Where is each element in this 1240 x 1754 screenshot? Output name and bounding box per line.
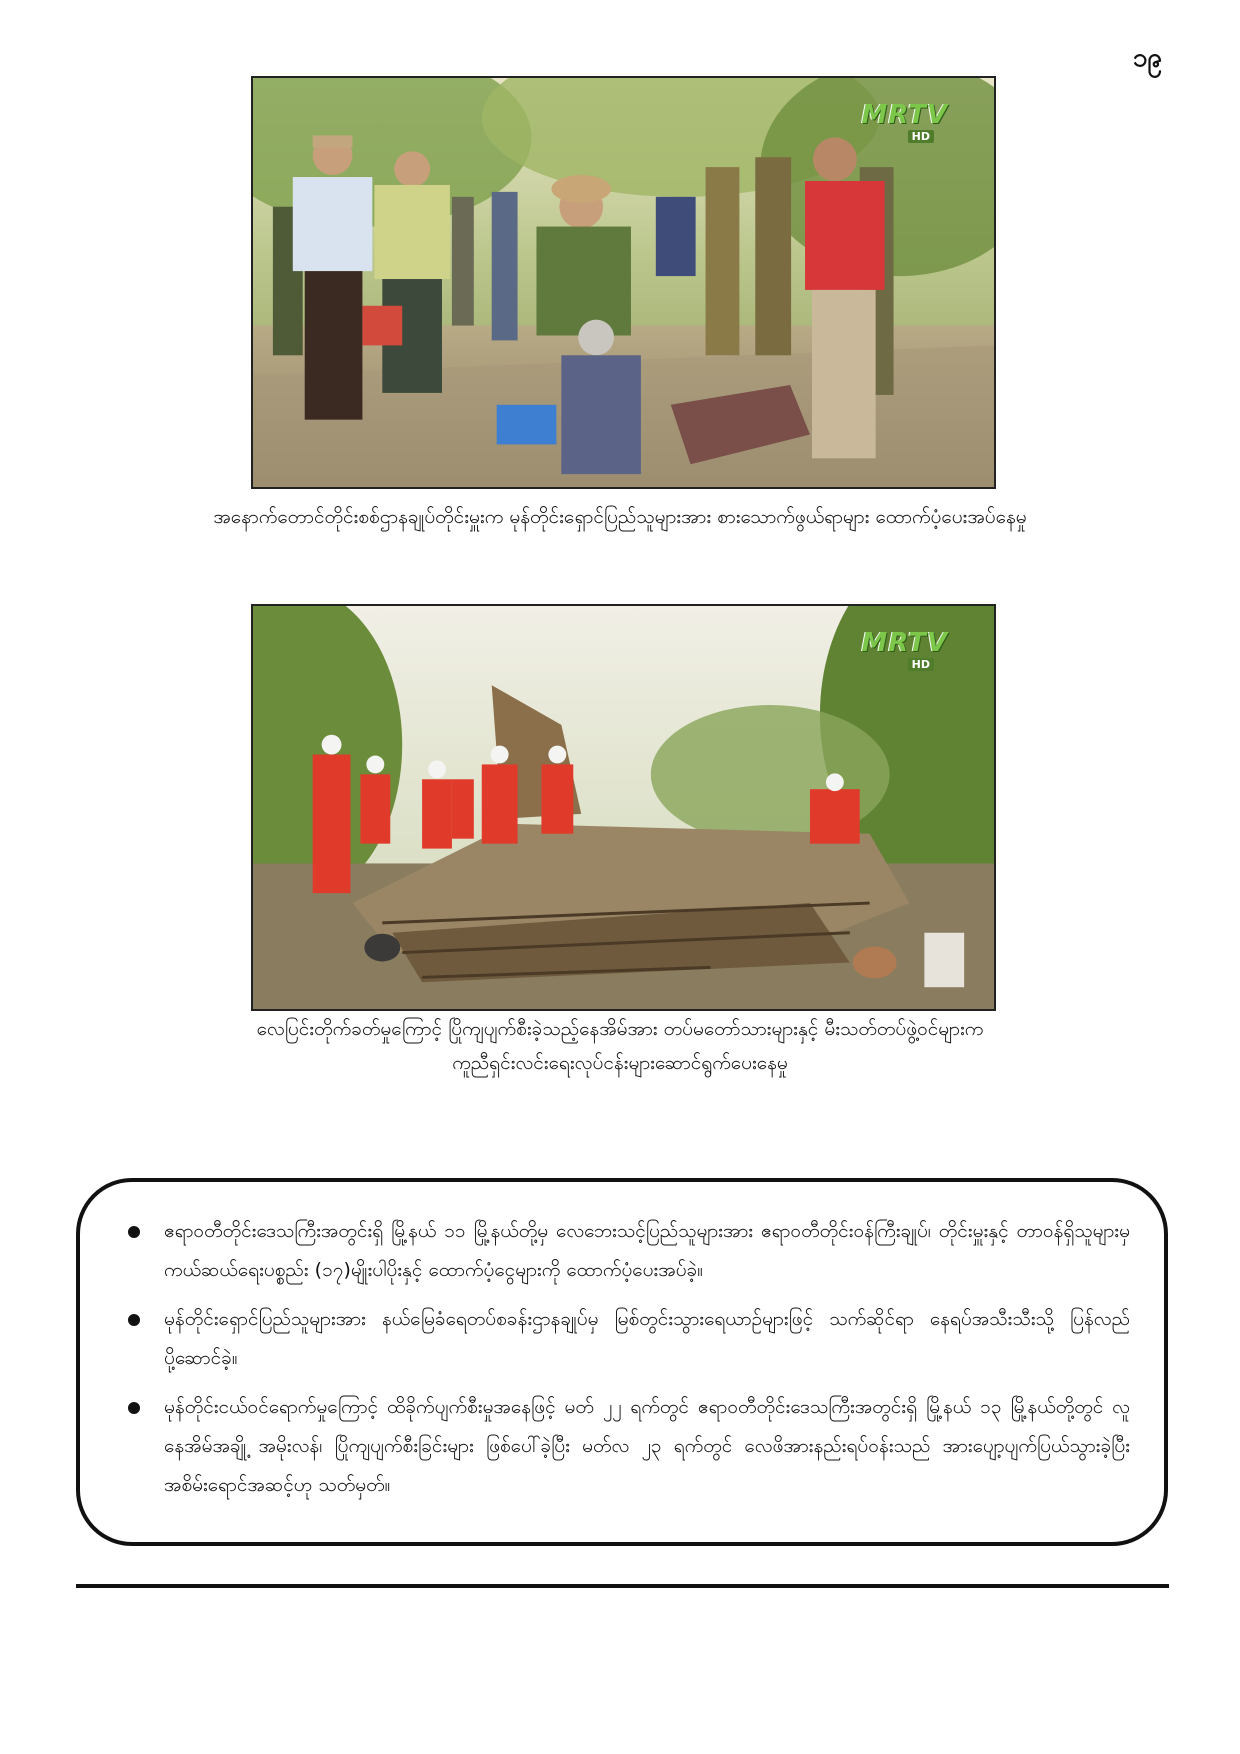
photo1-caption: အနောက်တောင်တိုင်းစစ်ဌာနချုပ်တိုင်းမှူးက မုန်တိုင်းရှောင်ပြည်သူများအား စားသောက်ဖွယ်ရာများ ထောက်ပံ့ပေးအပ်နေမှု bbox=[213, 506, 1027, 528]
bottom-divider bbox=[76, 1584, 1169, 1588]
list-item bbox=[128, 1300, 1130, 1378]
photo2-caption-line2: ကူညီရှင်းလင်းရေးလုပ်ငန်းများဆောင်ရွက်ပေးနေမှု bbox=[452, 1052, 788, 1074]
photo-house-cleanup bbox=[251, 604, 996, 1011]
summary-notes-list bbox=[80, 1182, 1164, 1505]
mrtv-logo: MRTV bbox=[861, 628, 948, 658]
bullet-icon bbox=[128, 1402, 140, 1414]
photo2-caption-line1: လေပြင်းတိုက်ခတ်မှုကြောင့် ပြိုကျပျက်စီးခဲ့သည့်နေအိမ်အား တပ်မတော်သားများနှင့် မီးသတ်တပ်ဖွဲ့ဝင်များက bbox=[256, 1018, 984, 1040]
page-number: ၁၉ bbox=[1132, 43, 1162, 73]
photo2-caption bbox=[60, 1012, 1180, 1080]
photo-house-cleanup-image bbox=[253, 606, 994, 1009]
mrtv-hd-badge: HD bbox=[908, 658, 934, 671]
bullet-icon bbox=[128, 1314, 140, 1326]
photo-relief-distribution bbox=[251, 76, 996, 489]
bullet-icon bbox=[128, 1226, 140, 1238]
list-item bbox=[128, 1388, 1130, 1505]
mrtv-logo: MRTV bbox=[861, 100, 948, 130]
mrtv-hd-badge: HD bbox=[908, 130, 934, 143]
list-item bbox=[128, 1212, 1130, 1290]
photo-relief-distribution-image bbox=[253, 78, 994, 487]
note-text: ဧရာဝတီတိုင်းဒေသကြီးအတွင်းရှိ မြို့နယ် ၁၁ မြို့နယ်တို့မှ လေဘေးသင့်ပြည်သူများအား ဧရာဝတီတိုင်းဝန်ကြီးချုပ်၊ တိုင်းမှူးနှင့် တာဝန်ရှိသူများမှ ကယ်ဆယ်ရေးပစ္စည်း (၁၇)မျိုးပါပိုးနှင့် ထောက်ပံ့ငွေများကို ထောက်ပံ့ပေးအပ်ခဲ့။ bbox=[164, 1220, 1130, 1281]
note-text: မုန်တိုင်းငယ်ဝင်ရောက်မှုကြောင့် ထိခိုက်ပျက်စီးမှုအနေဖြင့် မတ် ၂၂ ရက်တွင် ဧရာဝတီတိုင်းဒေသကြီးအတွင်းရှိ မြို့နယ် ၁၃ မြို့နယ်တို့တွင် လူနေအိမ်အချို့ အမိုးလန်၊ ပြိုကျပျက်စီးခြင်းများ ဖြစ်ပေါ်ခဲ့ပြီး မတ်လ ၂၃ ရက်တွင် လေဖိအားနည်းရပ်ဝန်းသည် အားပျော့ပျက်ပြယ်သွားခဲ့ပြီး အစိမ်းရောင်အဆင့်ဟု သတ်မှတ်။ bbox=[164, 1396, 1130, 1496]
summary-notes-box bbox=[76, 1178, 1168, 1546]
note-text: မုန်တိုင်းရှောင်ပြည်သူများအား နယ်မြေခံရေတပ်စခန်းဌာနချုပ်မှ မြစ်တွင်းသွားရေယာဉ်များဖြင့် သက်ဆိုင်ရာ နေရပ်အသီးသီးသို့ ပြန်လည်ပို့ဆောင်ခဲ့။ bbox=[164, 1308, 1130, 1369]
